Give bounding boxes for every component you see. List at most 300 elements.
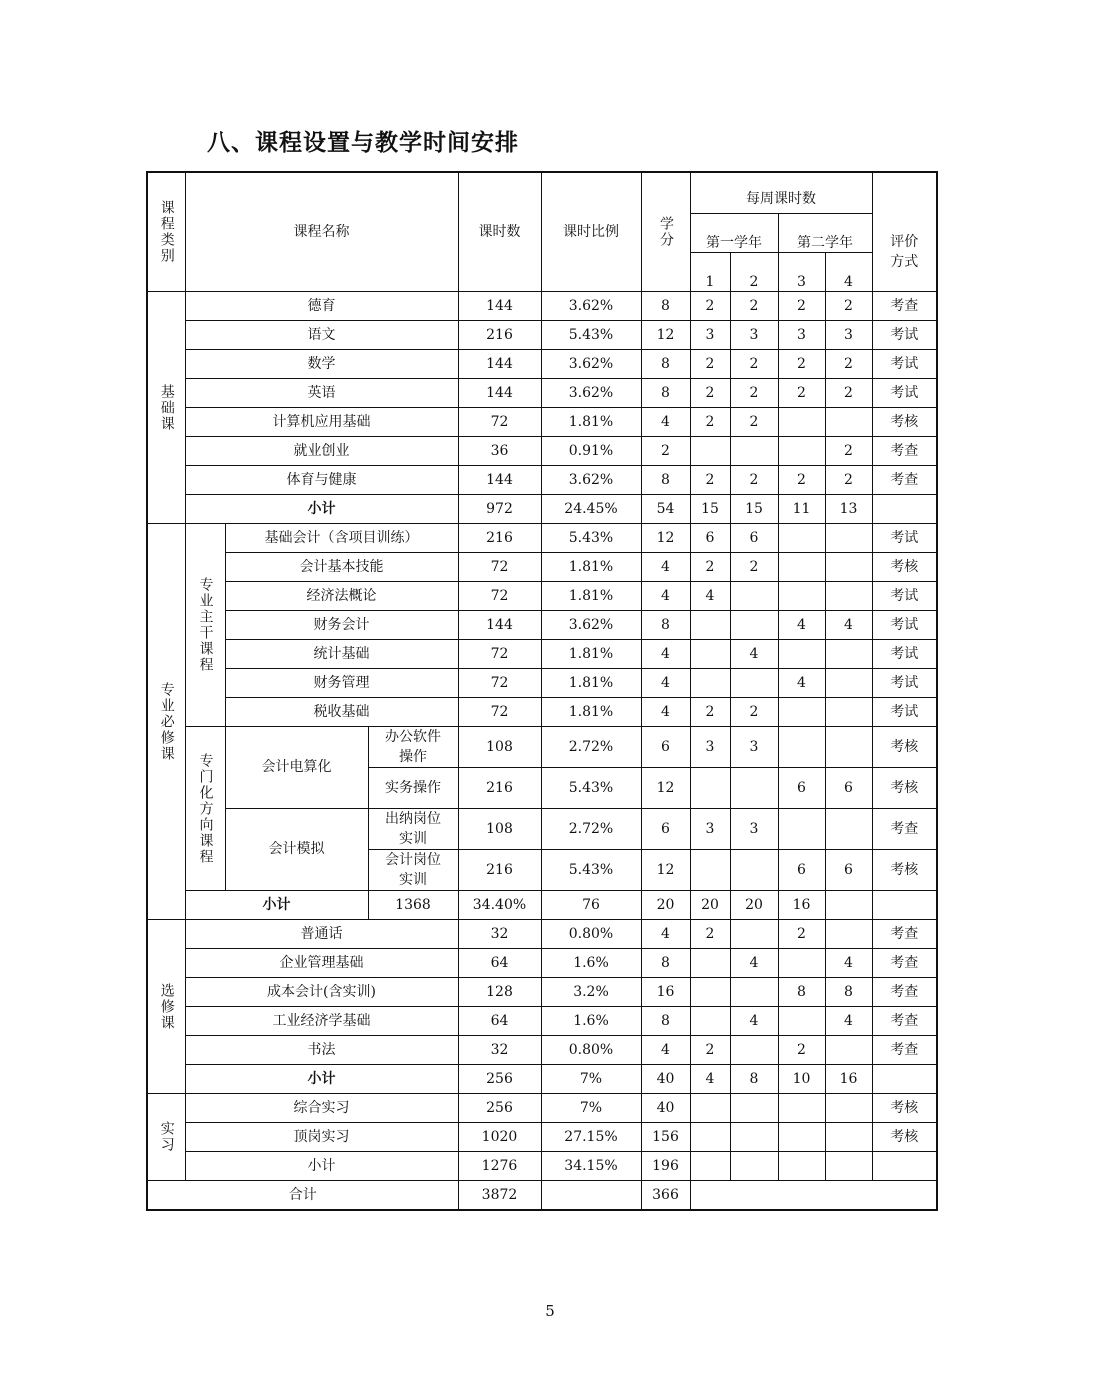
cell-assess: 考试 <box>872 611 937 640</box>
total-ratio <box>541 1181 641 1211</box>
total-empty <box>690 1181 937 1211</box>
cell-t3: 6 <box>778 850 825 891</box>
cell-hours: 1368 <box>368 891 458 920</box>
cell-hours: 72 <box>458 408 541 437</box>
cell-t2: 20 <box>690 891 730 920</box>
page-title: 八、课程设置与教学时间安排 <box>207 130 519 156</box>
cell-t4: 2 <box>825 292 872 321</box>
cell-ratio: 0.91% <box>541 437 641 466</box>
cell-t2 <box>730 611 778 640</box>
cell-assess: 考核 <box>872 1094 937 1123</box>
cell-t1: 15 <box>690 495 730 524</box>
cell-t2: 4 <box>730 949 778 978</box>
table-row <box>147 978 937 1007</box>
cell-ratio: 1.81% <box>541 698 641 727</box>
cell-t3 <box>778 582 825 611</box>
cell-credit: 4 <box>641 640 690 669</box>
cell-t3 <box>778 1123 825 1152</box>
cell-t4: 6 <box>825 850 872 891</box>
cell-assess: 考查 <box>872 1036 937 1065</box>
course-name: 企业管理基础 <box>185 949 458 978</box>
cell-ratio: 2.72% <box>541 727 641 768</box>
cell-t4: 3 <box>825 321 872 350</box>
cell-credit: 8 <box>641 1007 690 1036</box>
course-name: 英语 <box>185 379 458 408</box>
table-row <box>147 891 937 920</box>
cell-credit: 6 <box>641 809 690 850</box>
cell-ratio: 5.43% <box>541 850 641 891</box>
cell-t3 <box>778 408 825 437</box>
core-course-label <box>185 524 225 727</box>
cell-assess: 考核 <box>872 408 937 437</box>
cell-t1: 2 <box>690 553 730 582</box>
cell-hours: 216 <box>458 768 541 809</box>
cell-t2 <box>730 920 778 949</box>
table-row <box>147 727 937 768</box>
category-basic-label: 基础课 <box>158 383 175 432</box>
cell-t2: 2 <box>730 292 778 321</box>
course-name: 书法 <box>185 1036 458 1065</box>
header-course-name: 课程名称 <box>185 172 458 292</box>
cell-credit: 8 <box>641 949 690 978</box>
cell-assess <box>872 1152 937 1181</box>
table-row <box>147 640 937 669</box>
cell-t3 <box>778 1152 825 1181</box>
course-name: 财务会计 <box>225 611 458 640</box>
header-term-4: 4 <box>825 253 872 292</box>
category-internship <box>147 1094 185 1181</box>
cell-ratio: 0.80% <box>541 920 641 949</box>
cell-t2 <box>730 1123 778 1152</box>
cell-assess: 考核 <box>872 850 937 891</box>
header-hours: 课时数 <box>458 172 541 292</box>
table-row <box>147 698 937 727</box>
cell-t1 <box>690 768 730 809</box>
cell-assess: 考试 <box>872 321 937 350</box>
cell-t4 <box>825 698 872 727</box>
cell-hours: 72 <box>458 640 541 669</box>
table-row <box>147 1094 937 1123</box>
table-row <box>147 466 937 495</box>
header-year1: 第一学年 <box>690 214 778 253</box>
cell-t1: 2 <box>690 466 730 495</box>
cell-t4: 4 <box>825 1007 872 1036</box>
subtotal-label: 小计 <box>185 1152 458 1181</box>
course-name: 顶岗实习 <box>185 1123 458 1152</box>
table-row <box>147 611 937 640</box>
table-row <box>147 1181 937 1211</box>
cell-t1 <box>690 1007 730 1036</box>
specialization-sub: 实务操作 <box>368 768 458 809</box>
cell-ratio: 3.2% <box>541 978 641 1007</box>
cell-hours: 32 <box>458 920 541 949</box>
cell-t2: 2 <box>730 350 778 379</box>
table-row <box>147 1152 937 1181</box>
cell-credit: 12 <box>641 768 690 809</box>
course-name: 普通话 <box>185 920 458 949</box>
cell-ratio: 2.72% <box>541 809 641 850</box>
course-name: 德育 <box>185 292 458 321</box>
cell-credit: 12 <box>641 850 690 891</box>
cell-t4 <box>825 408 872 437</box>
table-row <box>147 1065 937 1094</box>
specialization-label <box>185 727 225 891</box>
cell-t1 <box>690 611 730 640</box>
cell-t4: 4 <box>825 611 872 640</box>
cell-credit: 4 <box>641 920 690 949</box>
cell-t3: 4 <box>778 669 825 698</box>
cell-t2: 8 <box>730 1065 778 1094</box>
cell-t2: 3 <box>730 809 778 850</box>
page-number: 5 <box>545 1302 555 1320</box>
cell-hours: 64 <box>458 1007 541 1036</box>
specialization-group: 会计模拟 <box>225 809 368 891</box>
header-credit: 学分 <box>641 172 690 292</box>
cell-t2: 2 <box>730 553 778 582</box>
course-name: 数学 <box>185 350 458 379</box>
category-basic <box>147 292 185 524</box>
cell-t1: 4 <box>690 582 730 611</box>
cell-t2 <box>730 978 778 1007</box>
cell-assess: 考查 <box>872 978 937 1007</box>
cell-hours: 108 <box>458 727 541 768</box>
cell-credit: 54 <box>641 495 690 524</box>
cell-hours: 1020 <box>458 1123 541 1152</box>
cell-t4 <box>825 1094 872 1123</box>
cell-assess: 考查 <box>872 466 937 495</box>
subtotal-label: 小计 <box>185 1065 458 1094</box>
cell-t3 <box>778 640 825 669</box>
cell-hours: 144 <box>458 350 541 379</box>
cell-assess: 考试 <box>872 379 937 408</box>
cell-credit: 8 <box>641 379 690 408</box>
specialization-group: 会计电算化 <box>225 727 368 809</box>
curriculum-table <box>146 171 938 1211</box>
cell-ratio: 1.81% <box>541 408 641 437</box>
table-row <box>147 437 937 466</box>
cell-credit: 4 <box>641 582 690 611</box>
course-name: 体育与健康 <box>185 466 458 495</box>
cell-hours: 216 <box>458 850 541 891</box>
cell-ratio: 3.62% <box>541 466 641 495</box>
cell-t2 <box>730 669 778 698</box>
subtotal-label: 小计 <box>185 891 368 920</box>
cell-t1: 2 <box>690 379 730 408</box>
cell-ratio: 3.62% <box>541 611 641 640</box>
cell-hours: 72 <box>458 582 541 611</box>
cell-t1: 2 <box>690 408 730 437</box>
cell-t2: 2 <box>730 466 778 495</box>
table-row <box>147 920 937 949</box>
cell-credit: 8 <box>641 292 690 321</box>
cell-t1: 2 <box>690 1036 730 1065</box>
cell-t3 <box>778 524 825 553</box>
header-term-2: 2 <box>730 253 778 292</box>
category-major <box>147 524 185 920</box>
cell-t1 <box>690 850 730 891</box>
cell-t1 <box>690 1123 730 1152</box>
table-row <box>147 350 937 379</box>
cell-credit: 156 <box>641 1123 690 1152</box>
cell-t4 <box>825 524 872 553</box>
course-name: 财务管理 <box>225 669 458 698</box>
cell-credit: 12 <box>641 321 690 350</box>
cell-t2: 3 <box>730 321 778 350</box>
cell-t2 <box>730 1152 778 1181</box>
cell-t4 <box>825 1152 872 1181</box>
cell-t4 <box>825 1036 872 1065</box>
cell-t2 <box>730 1036 778 1065</box>
cell-ratio: 5.43% <box>541 321 641 350</box>
header-weekly-hours: 每周课时数 <box>690 172 872 214</box>
cell-hours: 144 <box>458 611 541 640</box>
specialization-label-label: 专门化方向课程 <box>197 752 214 865</box>
cell-t1 <box>690 949 730 978</box>
cell-assess: 考试 <box>872 350 937 379</box>
cell-hours: 256 <box>458 1065 541 1094</box>
cell-t4: 6 <box>825 768 872 809</box>
cell-t2: 4 <box>730 1007 778 1036</box>
cell-ratio: 7% <box>541 1094 641 1123</box>
table-row <box>147 1123 937 1152</box>
cell-hours: 64 <box>458 949 541 978</box>
cell-hours: 144 <box>458 379 541 408</box>
cell-t2 <box>730 768 778 809</box>
header-term-3: 3 <box>778 253 825 292</box>
cell-assess: 考核 <box>872 768 937 809</box>
cell-hours: 144 <box>458 466 541 495</box>
course-name: 语文 <box>185 321 458 350</box>
cell-hours: 72 <box>458 669 541 698</box>
cell-assess: 考查 <box>872 949 937 978</box>
category-elective-label: 选修课 <box>158 982 175 1031</box>
cell-t1: 2 <box>690 292 730 321</box>
cell-credit: 6 <box>641 727 690 768</box>
cell-assess: 考查 <box>872 920 937 949</box>
cell-t4 <box>825 1123 872 1152</box>
cell-hours: 128 <box>458 978 541 1007</box>
cell-t1: 2 <box>690 698 730 727</box>
cell-assess: 考试 <box>872 524 937 553</box>
cell-t3: 2 <box>778 466 825 495</box>
cell-assess: 考查 <box>872 437 937 466</box>
cell-t2 <box>730 1094 778 1123</box>
cell-t2: 2 <box>730 698 778 727</box>
cell-ratio: 24.45% <box>541 495 641 524</box>
cell-credit: 4 <box>641 1036 690 1065</box>
header-ratio: 课时比例 <box>541 172 641 292</box>
course-name: 成本会计(含实训) <box>185 978 458 1007</box>
cell-credit: 196 <box>641 1152 690 1181</box>
cell-t4: 16 <box>778 891 825 920</box>
cell-t3 <box>778 727 825 768</box>
cell-hours: 32 <box>458 1036 541 1065</box>
cell-credit: 76 <box>541 891 641 920</box>
cell-t4 <box>825 640 872 669</box>
cell-t4: 2 <box>825 437 872 466</box>
cell-assess <box>825 891 872 920</box>
cell-t1 <box>690 978 730 1007</box>
cell-t2 <box>730 850 778 891</box>
cell-credit: 40 <box>641 1094 690 1123</box>
table-row <box>147 495 937 524</box>
cell-t4: 2 <box>825 466 872 495</box>
cell-t1 <box>690 1152 730 1181</box>
cell-assess: 考查 <box>872 809 937 850</box>
cell-t2 <box>730 437 778 466</box>
cell-assess: 考查 <box>872 1007 937 1036</box>
category-major-label: 专业必修课 <box>158 681 175 762</box>
cell-t3: 20 <box>730 891 778 920</box>
cell-t3: 2 <box>778 1036 825 1065</box>
cell-t3: 8 <box>778 978 825 1007</box>
course-name: 基础会计（含项目训练） <box>225 524 458 553</box>
cell-credit: 12 <box>641 524 690 553</box>
table-row <box>147 292 937 321</box>
cell-credit: 4 <box>641 553 690 582</box>
table-row <box>147 582 937 611</box>
cell-t3 <box>778 949 825 978</box>
table-row <box>147 949 937 978</box>
category-elective <box>147 920 185 1094</box>
total-label: 合计 <box>147 1181 458 1211</box>
cell-t4 <box>825 669 872 698</box>
cell-t2: 3 <box>730 727 778 768</box>
cell-t3: 2 <box>778 350 825 379</box>
course-name: 税收基础 <box>225 698 458 727</box>
cell-ratio: 1.6% <box>541 1007 641 1036</box>
cell-t1 <box>690 1094 730 1123</box>
cell-t1: 4 <box>690 1065 730 1094</box>
course-name: 就业创业 <box>185 437 458 466</box>
cell-t4: 2 <box>825 350 872 379</box>
header-spacer <box>872 172 937 214</box>
cell-assess: 考试 <box>872 640 937 669</box>
cell-assess: 考试 <box>872 669 937 698</box>
cell-t3 <box>778 1094 825 1123</box>
table-row <box>147 1036 937 1065</box>
cell-t4: 13 <box>825 495 872 524</box>
cell-credit: 4 <box>641 698 690 727</box>
cell-t1: 3 <box>690 321 730 350</box>
cell-t3 <box>778 809 825 850</box>
cell-assess <box>872 495 937 524</box>
course-name: 综合实习 <box>185 1094 458 1123</box>
cell-ratio: 27.15% <box>541 1123 641 1152</box>
cell-assess: 考核 <box>872 727 937 768</box>
cell-ratio: 1.81% <box>541 582 641 611</box>
cell-credit: 2 <box>641 437 690 466</box>
total-hours: 3872 <box>458 1181 541 1211</box>
cell-ratio: 34.15% <box>541 1152 641 1181</box>
cell-ratio: 3.62% <box>541 379 641 408</box>
cell-hours: 144 <box>458 292 541 321</box>
header-assessment: 评价方式 <box>872 214 937 292</box>
header-term-1: 1 <box>690 253 730 292</box>
cell-t3: 3 <box>778 321 825 350</box>
cell-hours: 72 <box>458 698 541 727</box>
subtotal-label: 小计 <box>185 495 458 524</box>
cell-t4: 8 <box>825 978 872 1007</box>
cell-t3: 4 <box>778 611 825 640</box>
cell-credit: 8 <box>641 611 690 640</box>
cell-ratio: 3.62% <box>541 292 641 321</box>
cell-t4 <box>825 582 872 611</box>
core-course-label-label: 专业主干课程 <box>197 577 214 673</box>
cell-t4 <box>825 553 872 582</box>
cell-t2: 6 <box>730 524 778 553</box>
cell-assess: 考核 <box>872 553 937 582</box>
cell-t3: 2 <box>778 920 825 949</box>
cell-t2: 2 <box>730 379 778 408</box>
cell-t3 <box>778 437 825 466</box>
cell-t4 <box>825 809 872 850</box>
cell-t3: 11 <box>778 495 825 524</box>
header-category: 课程类别 <box>147 172 185 292</box>
cell-credit: 16 <box>641 978 690 1007</box>
cell-credit: 4 <box>641 408 690 437</box>
header-year2: 第二学年 <box>778 214 872 253</box>
table-row <box>147 1007 937 1036</box>
cell-t4: 4 <box>825 949 872 978</box>
specialization-sub: 出纳岗位实训 <box>368 809 458 850</box>
table-row <box>147 408 937 437</box>
cell-t1: 20 <box>641 891 690 920</box>
cell-ratio: 1.81% <box>541 640 641 669</box>
cell-t4 <box>825 727 872 768</box>
cell-credit: 8 <box>641 466 690 495</box>
cell-t3: 6 <box>778 768 825 809</box>
cell-ratio: 5.43% <box>541 524 641 553</box>
curriculum-body <box>147 172 937 1210</box>
cell-t1 <box>690 669 730 698</box>
course-name: 会计基本技能 <box>225 553 458 582</box>
cell-assess: 考试 <box>872 582 937 611</box>
cell-t1 <box>690 640 730 669</box>
cell-t3: 10 <box>778 1065 825 1094</box>
cell-assess: 考试 <box>872 698 937 727</box>
category-internship-label: 实习 <box>158 1121 175 1153</box>
table-row <box>147 379 937 408</box>
cell-t2: 2 <box>730 408 778 437</box>
table-row <box>147 553 937 582</box>
cell-ratio: 3.62% <box>541 350 641 379</box>
cell-t3 <box>778 698 825 727</box>
cell-ratio: 0.80% <box>541 1036 641 1065</box>
cell-assess: 考核 <box>872 1123 937 1152</box>
table-row <box>147 321 937 350</box>
header-row <box>147 172 937 214</box>
cell-credit: 40 <box>641 1065 690 1094</box>
cell-t1: 6 <box>690 524 730 553</box>
cell-hours: 972 <box>458 495 541 524</box>
cell-t2: 15 <box>730 495 778 524</box>
cell-hours: 216 <box>458 524 541 553</box>
specialization-sub: 办公软件操作 <box>368 727 458 768</box>
cell-t1: 2 <box>690 920 730 949</box>
cell-credit: 8 <box>641 350 690 379</box>
course-name: 计算机应用基础 <box>185 408 458 437</box>
cell-t4: 2 <box>825 379 872 408</box>
cell-t1: 3 <box>690 727 730 768</box>
cell-t1: 2 <box>690 350 730 379</box>
course-name: 统计基础 <box>225 640 458 669</box>
cell-hours: 216 <box>458 321 541 350</box>
cell-ratio: 7% <box>541 1065 641 1094</box>
cell-t3: 2 <box>778 292 825 321</box>
cell-t3 <box>778 553 825 582</box>
cell-t4 <box>825 920 872 949</box>
